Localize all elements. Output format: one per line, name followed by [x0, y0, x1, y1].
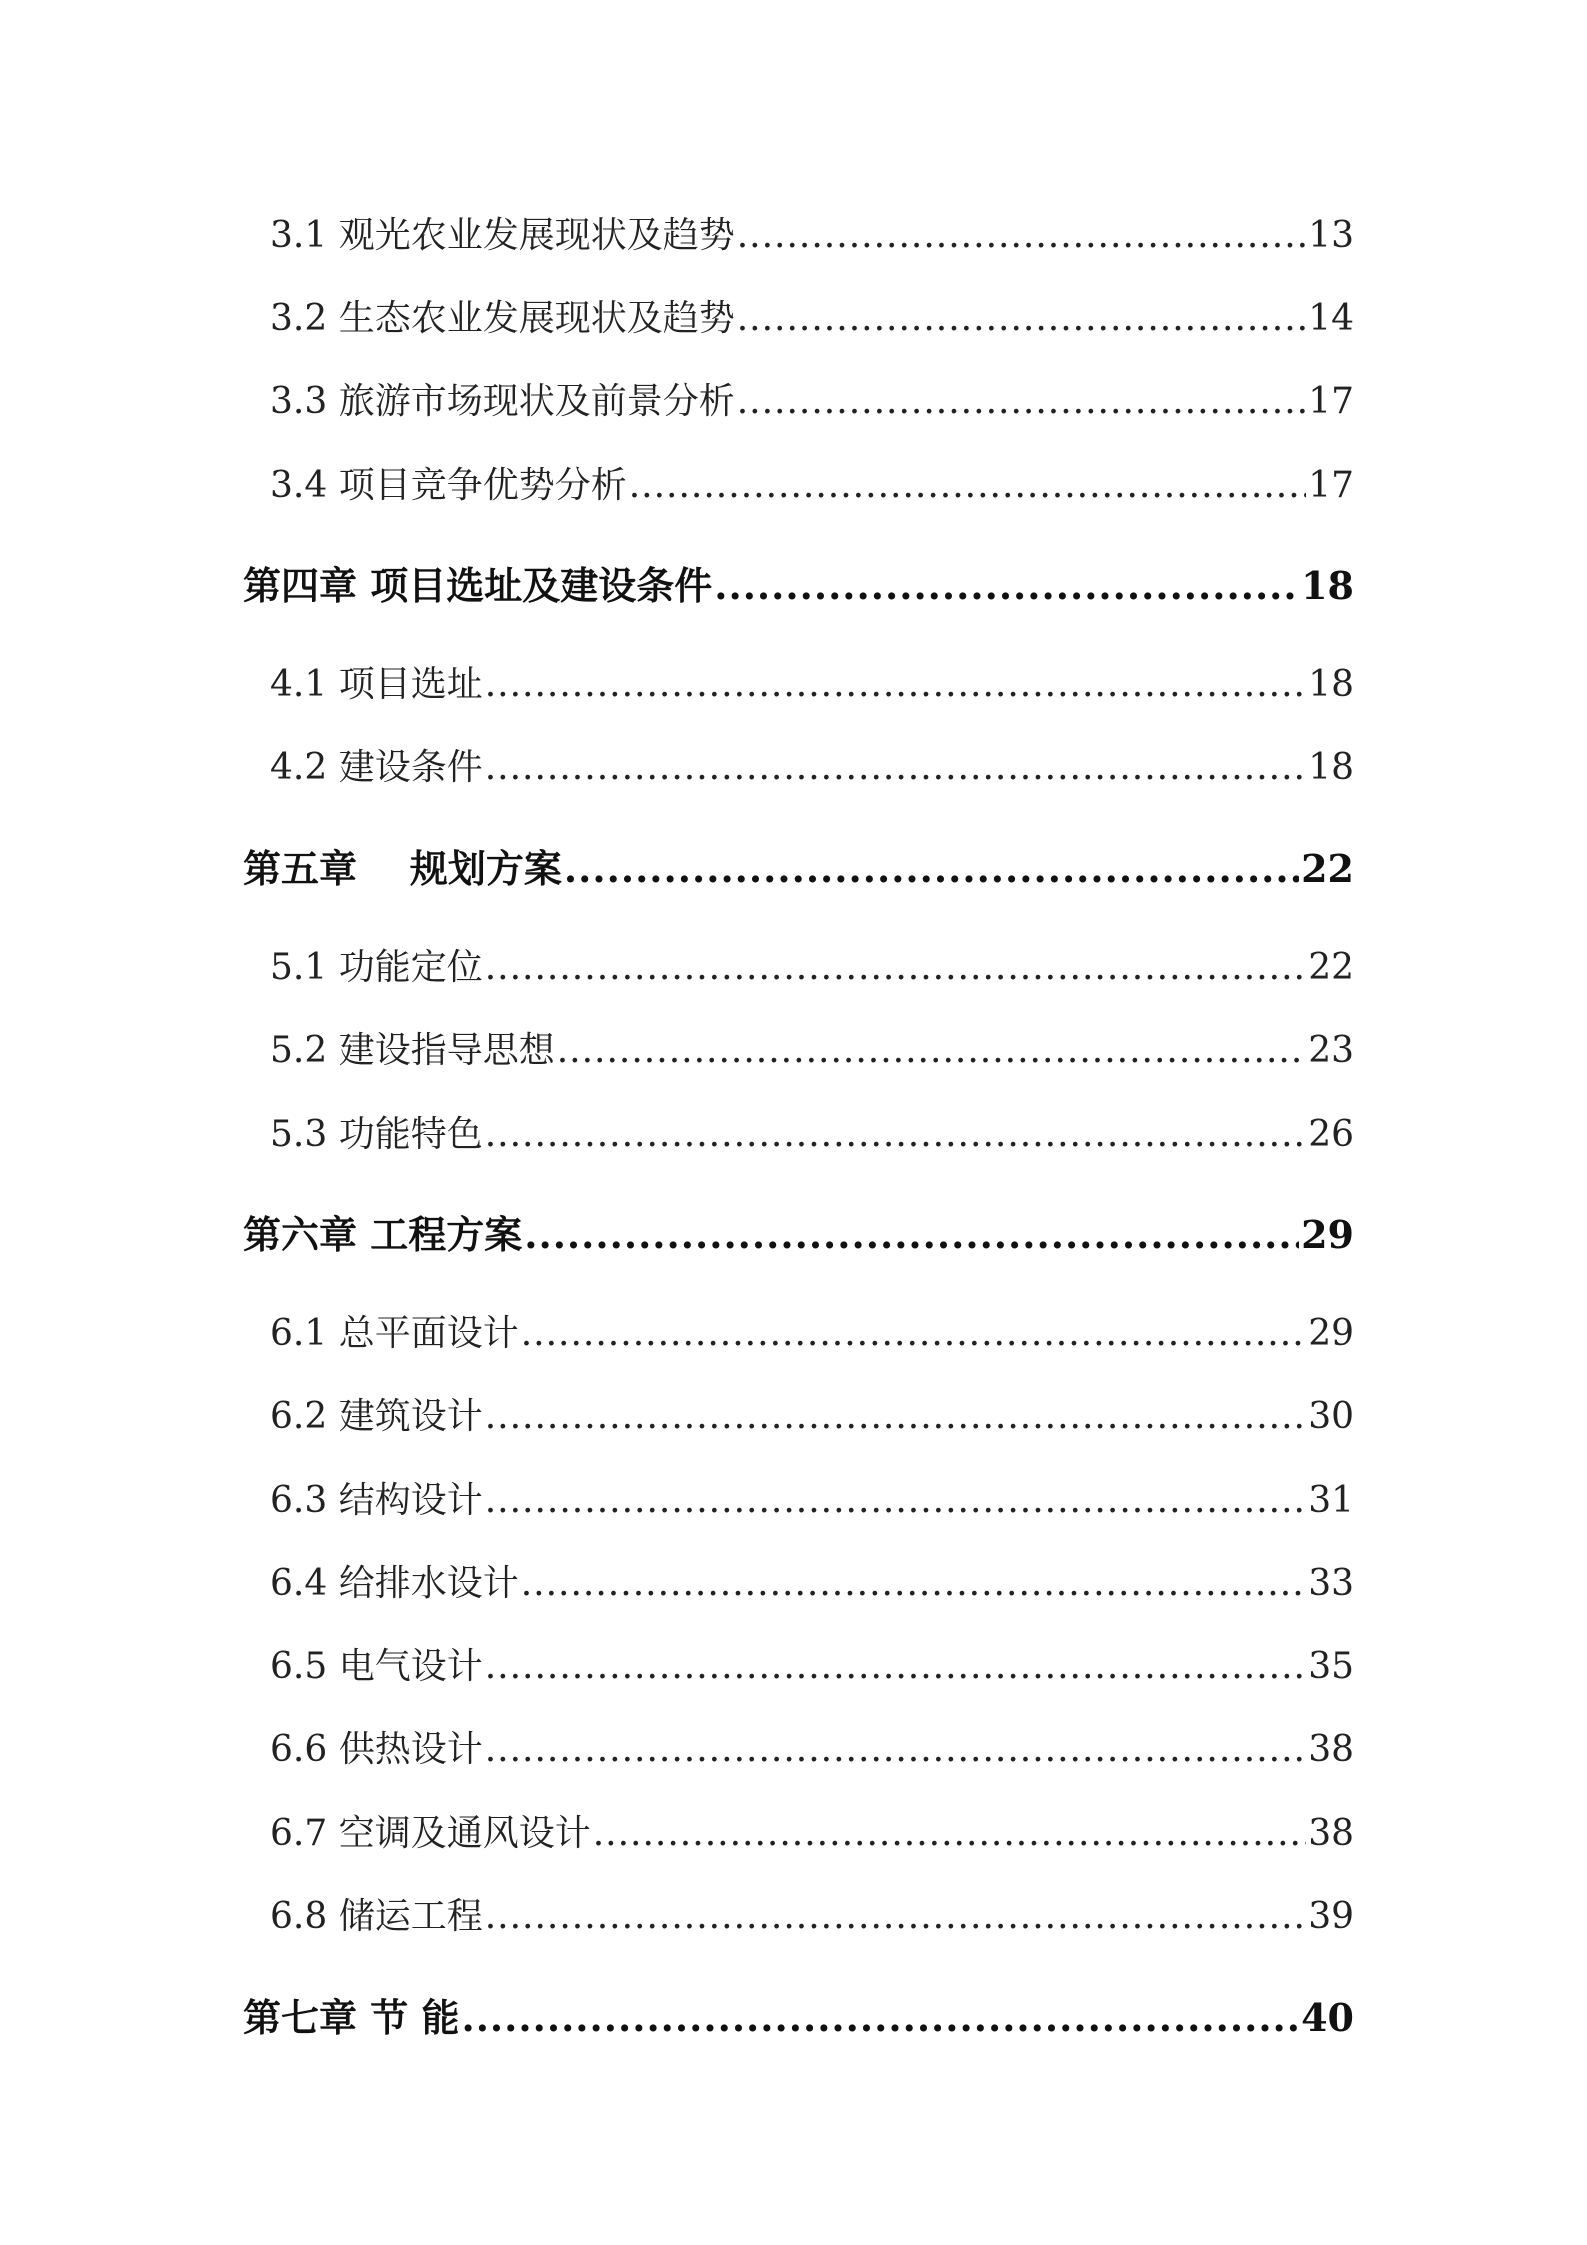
toc-entry-4-1[interactable]	[270, 664, 1354, 705]
toc-entry-title: 5.1 功能定位	[270, 947, 483, 988]
toc-page-number: 29	[1301, 1212, 1354, 1257]
toc-entry-6-4[interactable]	[270, 1563, 1354, 1604]
toc-page-number: 38	[1308, 1729, 1354, 1770]
toc-entry-title: 5.2 建设指导思想	[270, 1030, 555, 1071]
toc-chapter-title: 第六章 工程方案	[243, 1212, 523, 1257]
toc-page-number: 18	[1301, 563, 1354, 608]
toc-chapter-7[interactable]	[243, 1995, 1354, 2040]
toc-entry-title: 5.3 功能特色	[270, 1114, 483, 1155]
toc-dot-leader	[485, 1732, 1306, 1768]
toc-entry-title: 6.5 电气设计	[270, 1646, 483, 1687]
toc-dot-leader	[521, 1316, 1306, 1352]
toc-dot-leader	[485, 1649, 1306, 1685]
toc-chapter-5[interactable]	[243, 846, 1354, 891]
toc-page-number: 18	[1308, 664, 1354, 705]
toc-page-number: 22	[1308, 947, 1354, 988]
toc-page-number: 33	[1308, 1563, 1354, 1604]
toc-entry-4-2[interactable]	[270, 747, 1354, 788]
toc-entry-title: 3.3 旅游市场现状及前景分析	[270, 381, 735, 422]
toc-dot-leader	[485, 1117, 1306, 1153]
toc-dot-leader	[629, 468, 1306, 504]
toc-entry-6-3[interactable]	[270, 1480, 1354, 1521]
toc-chapter-title: 第四章 项目选址及建设条件	[243, 563, 713, 608]
toc-chapter-6[interactable]	[243, 1212, 1354, 1257]
toc-page-number: 38	[1308, 1813, 1354, 1854]
toc-entry-title: 3.4 项目竞争优势分析	[270, 465, 627, 506]
toc-page-number: 39	[1308, 1896, 1354, 1937]
toc-dot-leader	[737, 384, 1306, 420]
toc-entry-6-8[interactable]	[270, 1896, 1354, 1937]
toc-dot-leader	[485, 1399, 1306, 1435]
toc-page-number: 18	[1308, 747, 1354, 788]
toc-entry-title: 6.6 供热设计	[270, 1729, 483, 1770]
toc-page-number: 14	[1308, 298, 1354, 339]
toc-page-number: 35	[1308, 1646, 1354, 1687]
toc-entry-6-1[interactable]	[270, 1313, 1354, 1354]
toc-entry-title: 6.1 总平面设计	[270, 1313, 519, 1354]
toc-dot-leader	[485, 1483, 1306, 1519]
toc-entry-title: 6.2 建筑设计	[270, 1396, 483, 1437]
toc-entry-title: 4.1 项目选址	[270, 664, 483, 705]
toc-dot-leader	[521, 1566, 1306, 1602]
toc-dot-leader	[524, 1216, 1299, 1254]
toc-page-number: 17	[1308, 465, 1354, 506]
toc-dot-leader	[737, 218, 1306, 254]
toc-entry-title: 4.2 建设条件	[270, 747, 483, 788]
toc-entry-5-3[interactable]	[270, 1114, 1354, 1155]
toc-entry-6-7[interactable]	[270, 1813, 1354, 1854]
toc-chapter-4[interactable]	[243, 563, 1354, 608]
toc-page-number: 17	[1308, 381, 1354, 422]
toc-entry-title: 6.4 给排水设计	[270, 1563, 519, 1604]
toc-page-number: 23	[1308, 1030, 1354, 1071]
toc-page-number: 22	[1301, 846, 1354, 891]
toc-page-number: 13	[1308, 215, 1354, 256]
toc-page-number: 31	[1308, 1480, 1354, 1521]
toc-entry-title: 6.3 结构设计	[270, 1480, 483, 1521]
toc-dot-leader	[593, 1816, 1306, 1852]
toc-dot-leader	[485, 1899, 1306, 1935]
toc-page-number: 40	[1301, 1995, 1354, 2040]
toc-dot-leader	[714, 567, 1299, 605]
toc-dot-leader	[557, 1033, 1306, 1069]
toc-entry-3-4[interactable]	[270, 465, 1354, 506]
toc-dot-leader	[737, 301, 1306, 337]
toc-page-number: 29	[1308, 1313, 1354, 1354]
toc-page-number: 30	[1308, 1396, 1354, 1437]
toc-entry-6-2[interactable]	[270, 1396, 1354, 1437]
toc-dot-leader	[485, 750, 1306, 786]
toc-entry-5-1[interactable]	[270, 947, 1354, 988]
toc-entry-title: 3.2 生态农业发展现状及趋势	[270, 298, 735, 339]
toc-dot-leader	[485, 950, 1306, 986]
toc-entry-6-5[interactable]	[270, 1646, 1354, 1687]
toc-entry-3-2[interactable]	[270, 298, 1354, 339]
toc-entry-title: 6.8 储运工程	[270, 1896, 483, 1937]
toc-entry-title: 6.7 空调及通风设计	[270, 1813, 591, 1854]
toc-dot-leader	[461, 1999, 1299, 2037]
toc-chapter-title: 第七章 节 能	[243, 1995, 460, 2040]
toc-dot-leader	[564, 850, 1299, 888]
toc-dot-leader	[485, 667, 1306, 703]
toc-chapter-title: 第五章 规划方案	[243, 846, 562, 891]
toc-entry-3-1[interactable]	[270, 215, 1354, 256]
toc-page-number: 26	[1308, 1114, 1354, 1155]
toc-entry-6-6[interactable]	[270, 1729, 1354, 1770]
toc-entry-5-2[interactable]	[270, 1030, 1354, 1071]
toc-entry-3-3[interactable]	[270, 381, 1354, 422]
toc-entry-title: 3.1 观光农业发展现状及趋势	[270, 215, 735, 256]
